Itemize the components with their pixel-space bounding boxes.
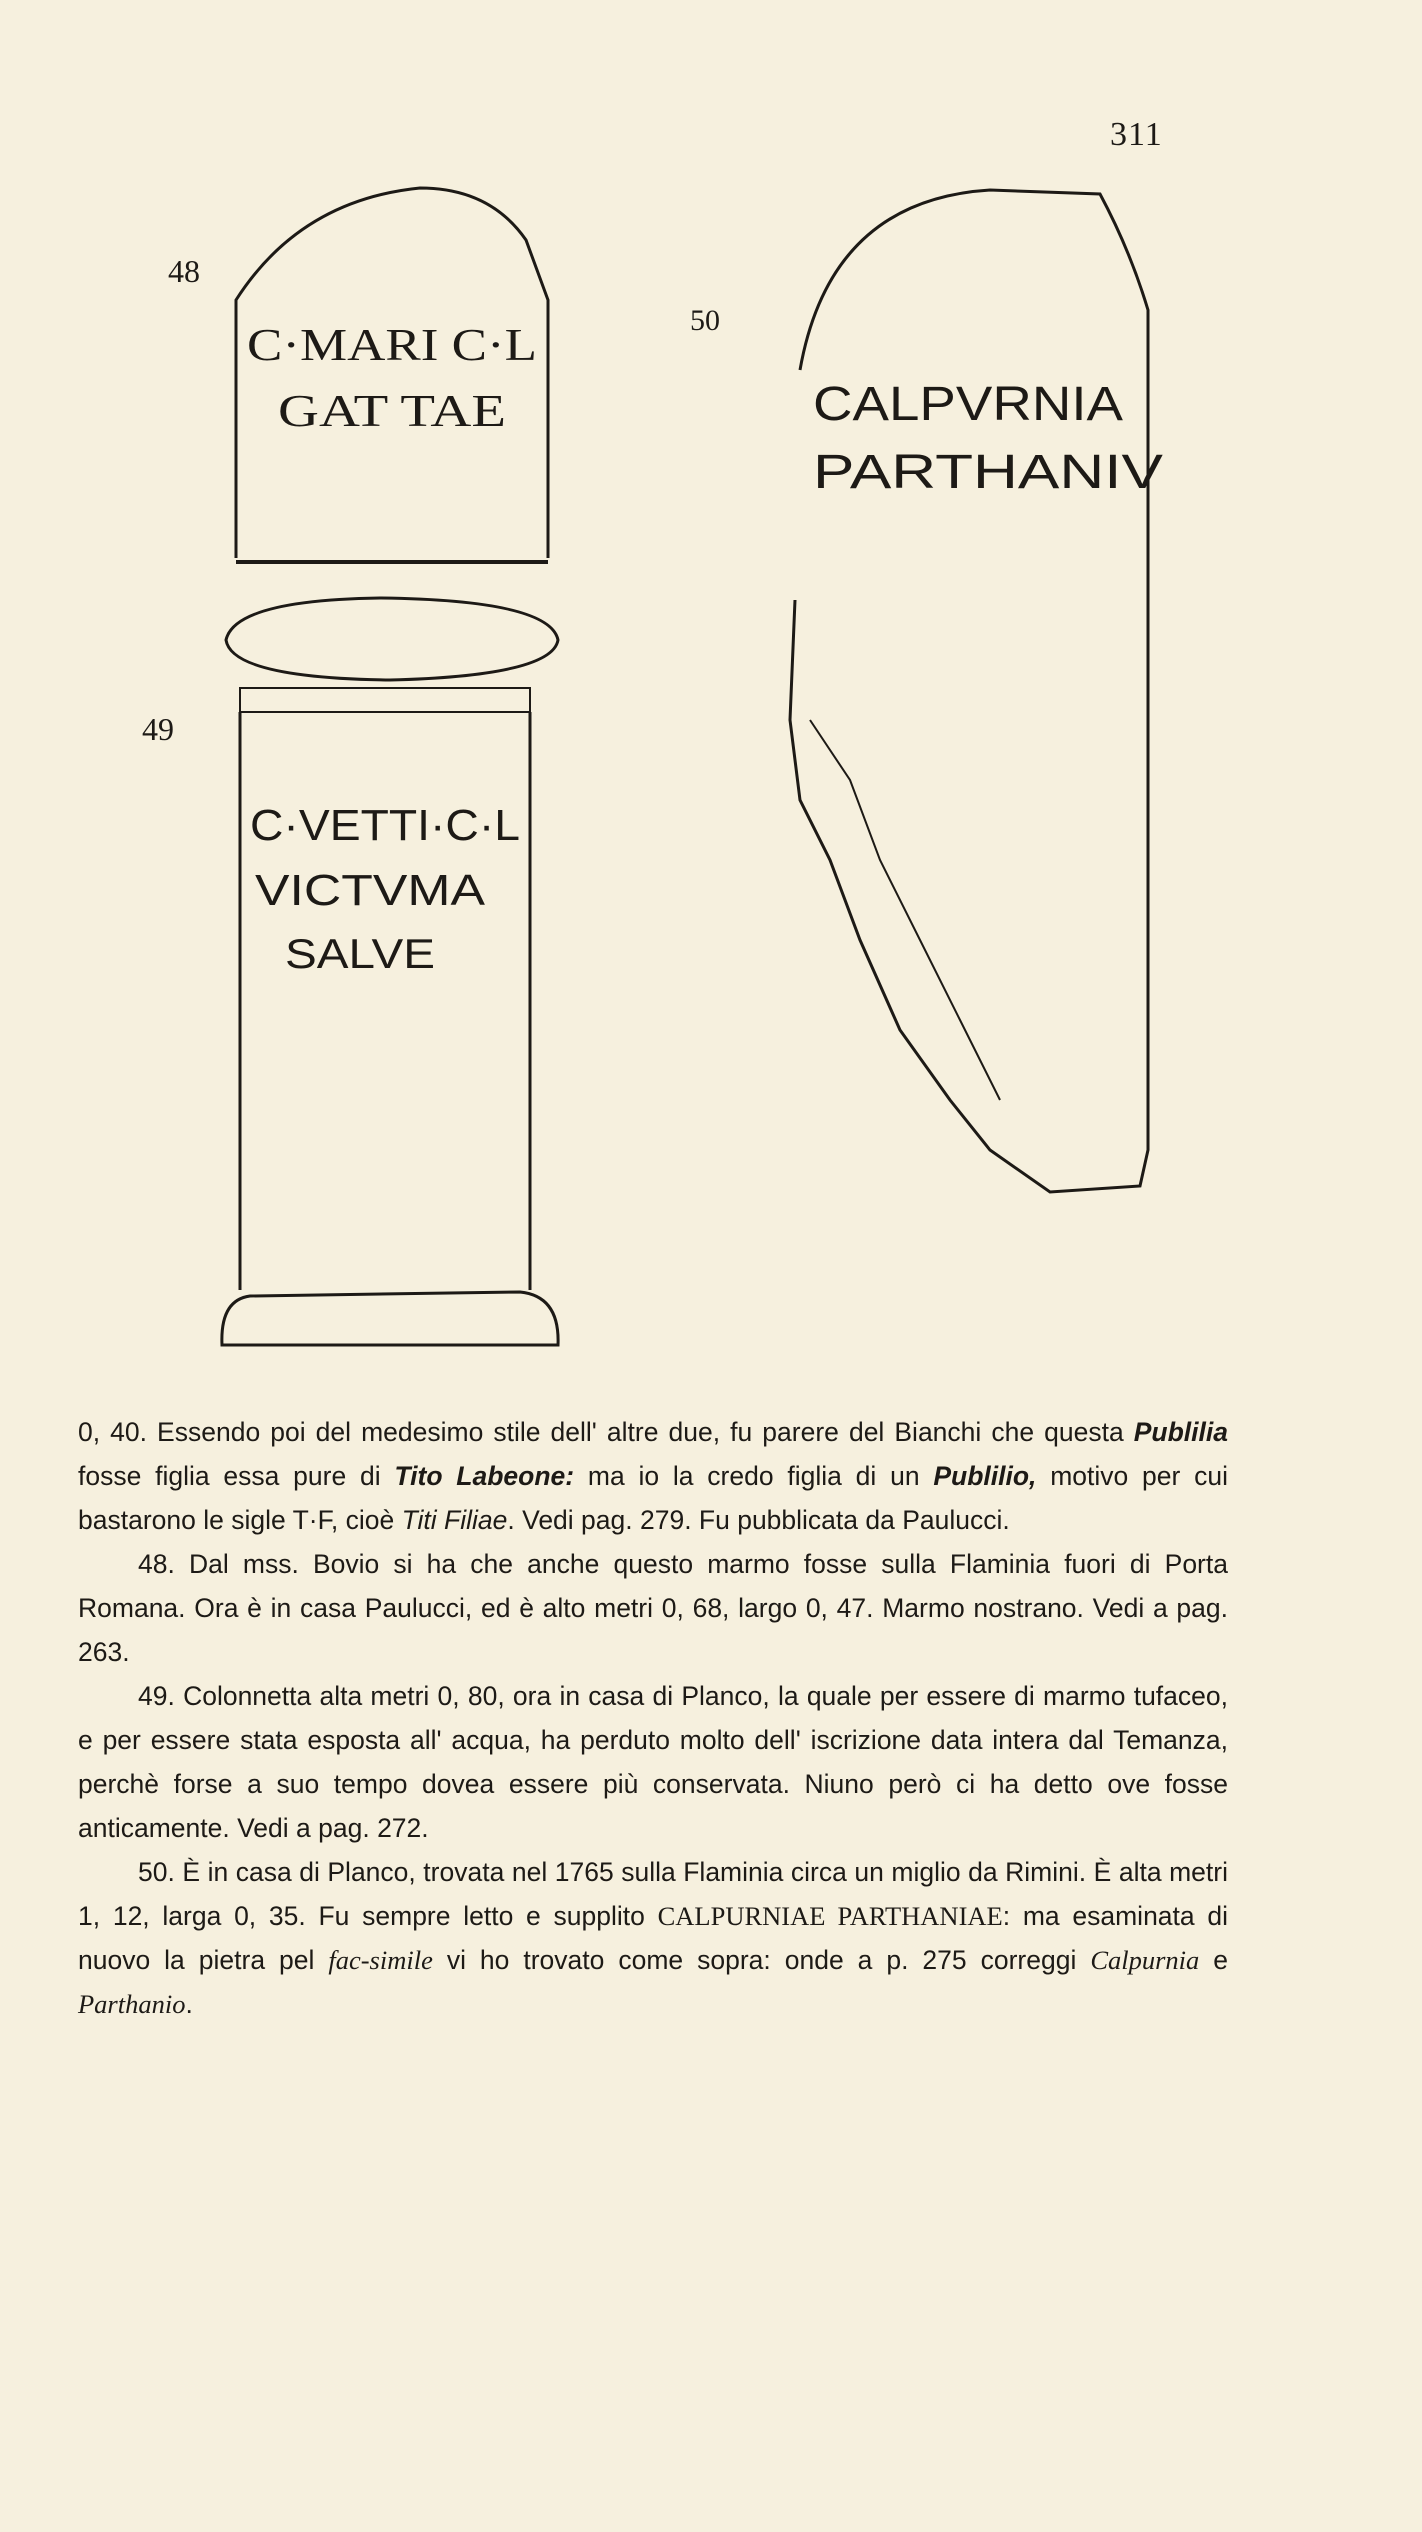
paragraph-49: 49. Colonnetta alta metri 0, 80, ora in casa di Planco, la quale per essere di marmo tufaceo, e per essere stata esposta all' acqua, ha perduto molto dell' iscrizione data intera dal Temanza, perchè forse a suo tempo dovea essere più conservata. Niuno però ci ha detto ove fosse anticamente. Vedi a pag. 272. [78,1681,1228,1843]
fig49-line2: VICTVMA [255,866,486,915]
fig50-line2: PARTHANIV [813,446,1163,499]
fig50-line1: CALPVRNIA [813,378,1123,431]
fig50-fracture [810,720,1000,1100]
fig49-line1: C·VETTI·C·L [250,801,520,850]
fig50-stone-outline [790,190,1148,1192]
fig48-line1: C·MARI C·L [247,319,537,370]
fig48-number: 48 [168,253,200,289]
fig50-number: 50 [690,304,720,337]
page-number: 311 [1110,116,1163,153]
fig49-number: 49 [142,711,174,747]
fig49-capital-band [240,688,530,712]
fig49-shaft [240,712,530,1290]
fig49-line3: SALVE [285,930,435,977]
fig48-line2: GAT TAE [278,385,506,436]
fig49-base [222,1292,558,1345]
paragraph-0-40: 0, 40. Essendo poi del medesimo stile dell' altre due, fu parere del Bianchi che questa Publilia fosse figlia essa pure di Tito Labeone: ma io la credo figlia di un Publilio, motivo per cui bastarono le sigle T·F, cioè Titi Filiae. Vedi pag. 279. Fu pubblicata da Paulucci. [78,1417,1229,1535]
commentary-text [78,1410,1228,2026]
paragraph-50: 50. È in casa di Planco, trovata nel 1765 sulla Flaminia circa un miglio da Rimini. È alta metri 1, 12, larga 0, 35. Fu sempre letto e supplito CALPURNIAE PARTHANIAE: ma esaminata di nuovo la pietra pel fac-simile vi ho trovato come sopra: onde a p. 275 correggi Calpurnia e Parthanio. [78,1857,1229,2019]
fig48-stele-outline [236,188,548,558]
paragraph-48: 48. Dal mss. Bovio si ha che anche questo marmo fosse sulla Flaminia fuori di Porta Romana. Ora è in casa Paulucci, ed è alto metri 0, 68, largo 0, 47. Marmo nostrano. Vedi a pag. 263. [78,1549,1228,1667]
fig49-capital [226,598,558,680]
